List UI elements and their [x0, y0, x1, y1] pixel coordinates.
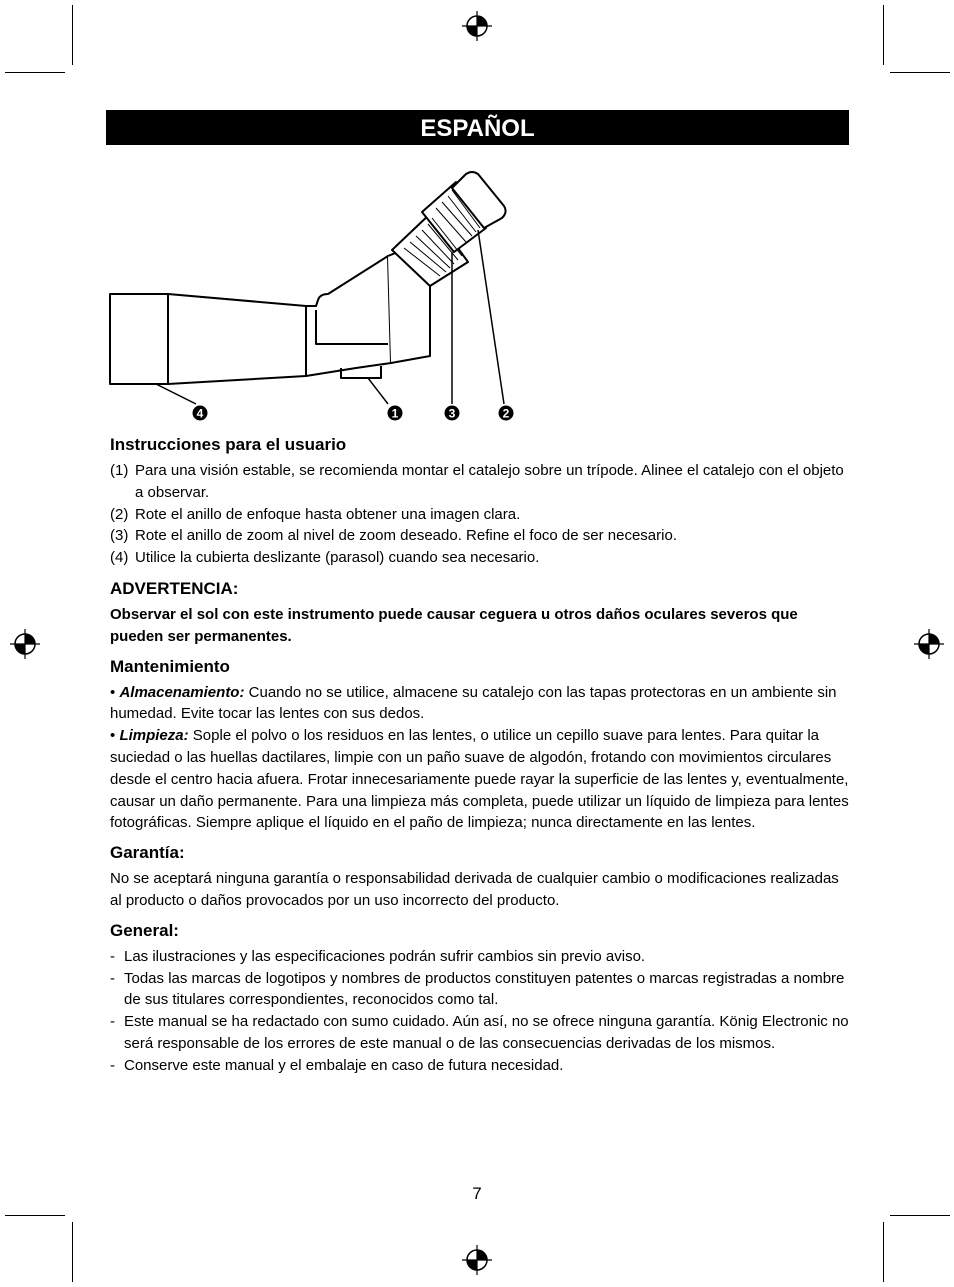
- instructions-heading: Instrucciones para el usuario: [110, 435, 347, 454]
- callout-3: [445, 406, 460, 421]
- crop-mark: [72, 1222, 73, 1282]
- warranty-heading: Garantía:: [110, 843, 185, 863]
- registration-mark-icon: [913, 628, 945, 660]
- page-number: 7: [472, 1184, 482, 1203]
- spotting-scope-illustration: [106, 168, 536, 426]
- crop-mark: [5, 72, 65, 73]
- instructions-list: [110, 460, 850, 569]
- maintenance-heading: Mantenimiento: [110, 656, 230, 676]
- list-item: (3) Rote el anillo de zoom al nivel de zoom deseado. Refine el foco de ser necesario.: [110, 527, 677, 545]
- list-item: (1) Para una visión estable, se recomienda montar el catalejo sobre un trípode. Alinee el catalejo con el objeto a observar.: [110, 462, 844, 501]
- manual-content: [110, 434, 850, 1077]
- list-item: (4) Utilice la cubierta deslizante (parasol) cuando sea necesario.: [110, 549, 540, 567]
- section-title-banner: ESPAÑOL: [106, 110, 849, 145]
- crop-mark: [72, 5, 73, 65]
- registration-mark-icon: [461, 1244, 493, 1276]
- warning-text: Observar el sol con este instrumento puede causar ceguera u otros daños oculares severos que pueden ser permanentes.: [110, 605, 798, 645]
- svg-text:2: 2: [502, 406, 510, 421]
- maintenance-cleaning: • Limpieza: Sople el polvo o los residuos en las lentes, o utilice un cepillo suave para lentes. Para quitar la suciedad o las huellas dactilares, limpie con un paño suave de algodón, frotando con movimientos circulares desde el centro hacia afuera. Frotar innecesariamente puede rayar la superficie de las lentes y, eventualmente, causar un daño permanente. Para una limpieza más completa, puede utilizar un líquido de limpieza para lentes fotográficas. Siempre aplique el líquido en el paño de limpieza; nunca directamente en las lentes.: [110, 727, 849, 832]
- general-heading: General:: [110, 920, 179, 940]
- registration-mark-icon: [461, 10, 493, 42]
- crop-mark: [890, 72, 950, 73]
- general-list: [110, 946, 850, 1077]
- svg-text:1: 1: [391, 406, 399, 421]
- callout-1: [388, 406, 403, 421]
- list-item: - Conserve este manual y el embalaje en caso de futura necesidad.: [110, 1056, 564, 1074]
- maintenance-storage: • Almacenamiento: Cuando no se utilice, almacene su catalejo con las tapas protectoras en un ambiente sin humedad. Evite tocar las lentes con sus dedos.: [110, 683, 837, 723]
- registration-mark-icon: [9, 628, 41, 660]
- warning-heading: ADVERTENCIA:: [110, 578, 239, 598]
- svg-text:4: 4: [196, 406, 204, 421]
- crop-mark: [5, 1215, 65, 1216]
- callout-2: [499, 406, 514, 421]
- crop-mark: [890, 1215, 950, 1216]
- crop-mark: [883, 1222, 884, 1282]
- list-item: - Este manual se ha redactado con sumo cuidado. Aún así, no se ofrece ninguna garantía. König Electronic no será responsable de los errores de este manual o de las consecuencias derivadas de los mismos.: [110, 1013, 849, 1052]
- warranty-text: No se aceptará ninguna garantía o responsabilidad derivada de cualquier cambio o modificaciones realizadas al producto o daños provocados por un uso incorrecto del producto.: [110, 870, 839, 909]
- svg-text:3: 3: [448, 406, 456, 421]
- list-item: (2) Rote el anillo de enfoque hasta obtener una imagen clara.: [110, 505, 521, 523]
- list-item: - Todas las marcas de logotipos y nombres de productos constituyen patentes o marcas registradas a nombre de sus titulares correspondientes, reconocidos como tal.: [110, 969, 845, 1009]
- list-item: - Las ilustraciones y las especificaciones podrán sufrir cambios sin previo aviso.: [110, 947, 646, 965]
- callout-4: [193, 406, 208, 421]
- crop-mark: [883, 5, 884, 65]
